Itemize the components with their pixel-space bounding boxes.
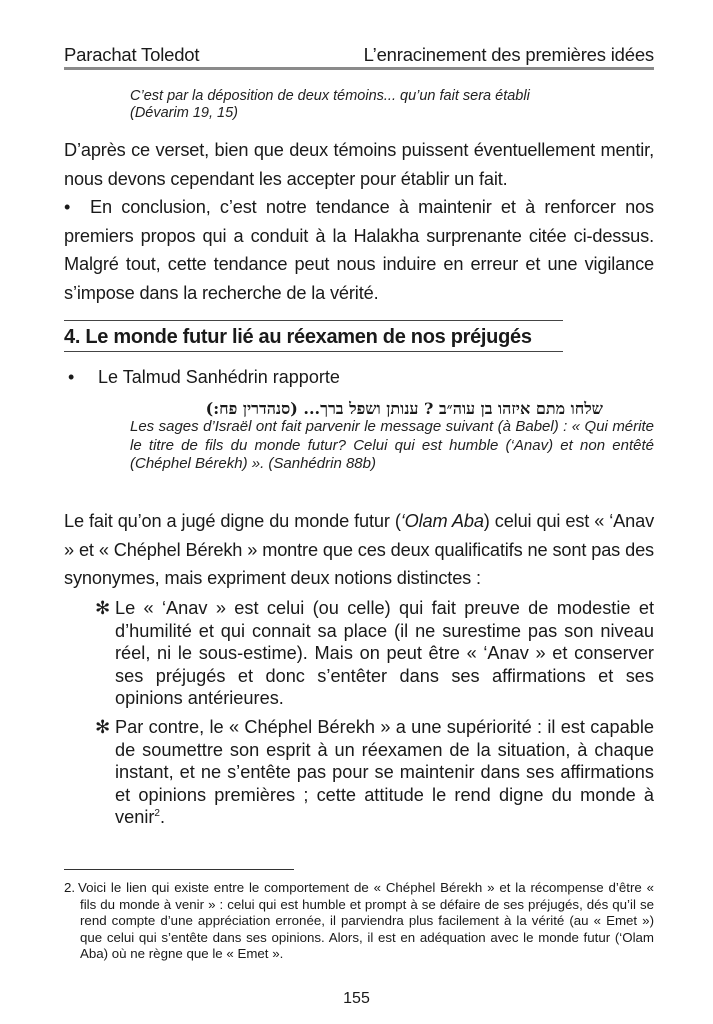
section-rule-bottom	[64, 351, 563, 352]
paragraph-text-part: ) celui qui est « ‘Anav » et « Chéphel Bérekh » montre que ces deux qualificatifs ne sont pas des synonymes, mais expriment deux notions distinctes :	[64, 511, 655, 588]
footnote-text: Voici le lien qui existe entre le comportement de « Chéphel Bérekh » et la récompense d’être « fils du monde à venir » : celui qui est humble et prompt à se défaire de ses préjugés, dés qu’il se rend compte d’une appréciation erronée, il parviendra plus facilement à la vérité (au « Emet ») que celui qui s’entête dans ses opinions. Alors, il est en adéquation avec le monde futur (‘Olam Aba) où ne règne que le « Emet ».	[78, 880, 654, 962]
star-item-text: Le « ‘Anav » est celui (ou celle) qui fait preuve de modestie et d’humilité et qui connait sa place (il ne surestime pas son niveau réel, ni le sous-estime). Mais on peut être « ‘Anav » et conserver ses préjugés et donc s’entêter dans ses affirmations et ses opinions antérieures.	[115, 598, 654, 709]
hebrew-quote: שלחו מתם איזהו בן עוה״ב ? ענותן ושפל ברך... (סנהדרין פח:)	[205, 399, 603, 418]
paragraph-conclusion	[64, 193, 654, 307]
bullet-dot: •	[64, 197, 71, 217]
quote-translation: Les sages d’Israël ont fait parvenir le message suivant (à Babel) : « Qui mérite le titre de fils du monde futur? Celui qui est humble (‘Anav) et non entêté (Chéphel Bérekh) ». (Sanhédrin 88b)	[130, 418, 654, 473]
paragraph-olam-aba	[64, 507, 654, 593]
footnote-number: 2.	[64, 880, 76, 895]
footnote	[64, 880, 654, 963]
sentence-end: .	[159, 807, 166, 828]
running-header	[64, 38, 654, 66]
star-item-chephel-berekh	[95, 716, 654, 829]
footnote-reference[interactable]: 2	[154, 808, 160, 820]
paragraph-emphasis: ‘Olam Aba	[400, 511, 484, 531]
asterisk-bullet-icon: ✻	[95, 717, 111, 737]
epigraph-quote	[130, 88, 654, 122]
asterisk-bullet-icon: ✻	[95, 598, 111, 618]
footnote-separator	[64, 869, 294, 870]
section-rule-top	[64, 320, 563, 321]
star-item-text-wrapper	[95, 716, 654, 829]
star-item-anav	[95, 597, 654, 710]
paragraph-text-part: Le fait qu’on a jugé digne du monde futur (	[64, 511, 401, 531]
header-chapter-title: L’enracinement des premières idées	[363, 44, 654, 65]
star-item-text: Par contre, le « Chéphel Bérekh » a une supériorité : il est capable de soumettre son esprit à un réexamen de la situation, à chaque instant, et ne s’entête pas pour se maintenir dans ses affirmations et opinions premières ; cette attitude le rend digne du monde à venir	[115, 717, 654, 828]
header-rule	[64, 67, 654, 70]
talmud-intro-item	[64, 365, 340, 389]
bullet-dot: •	[68, 367, 75, 387]
section-heading: 4. Le monde futur lié au réexamen de nos préjugés	[64, 326, 532, 348]
page-number: 155	[343, 990, 370, 1007]
epigraph-source: (Dévarim 19, 15)	[130, 105, 238, 121]
paragraph-verse-explanation: D’après ce verset, bien que deux témoins puissent éventuellement mentir, nous devons cependant les accepter pour établir un fait.	[64, 140, 654, 189]
header-parasha-title: Parachat Toledot	[64, 44, 200, 65]
talmud-intro-text: Le Talmud Sanhédrin rapporte	[98, 367, 340, 387]
epigraph-line: C’est par la déposition de deux témoins... qu’un fait sera établi	[130, 88, 530, 104]
paragraph-conclusion-text: En conclusion, c’est notre tendance à maintenir et à renforcer nos premiers propos qui a conduit à la Halakha surprenante citée ci-dessus. Malgré tout, cette tendance peut nous induire en erreur et une vigilance s’impose dans la recherche de la vérité.	[64, 197, 654, 303]
